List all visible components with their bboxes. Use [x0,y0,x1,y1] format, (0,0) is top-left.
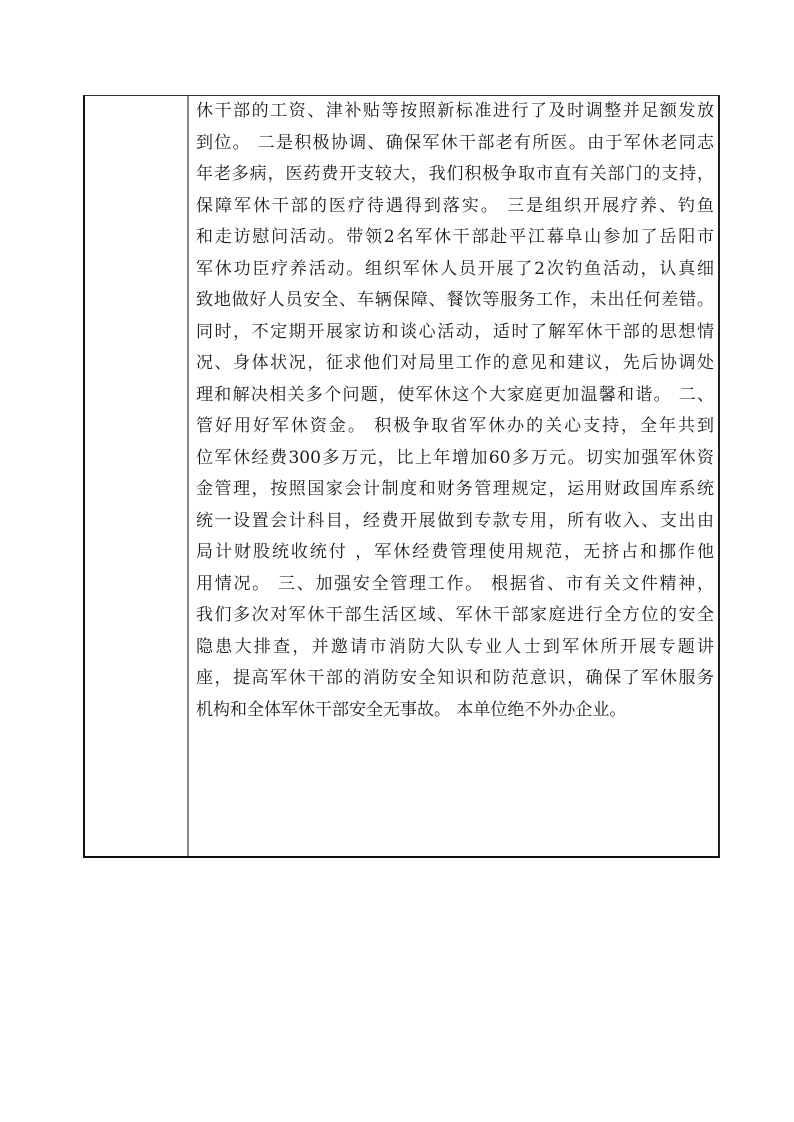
text-line: 隐患大排查，并邀请市消防大队专业人士到军休所开展专题讲 [196,636,714,657]
text-line: 用情况。 三、加强安全管理工作。 根据省、市有关文件精神， [196,573,714,594]
text-line: 和走访慰问活动。带领2名军休干部赴平江幕阜山参加了岳阳市 [196,227,714,247]
text-line: 座，提高军休干部的消防安全知识和防范意识，确保了军休服务 [196,668,714,688]
text-line: 年老多病，医药费开支较大，我们积极争取市直有关部门的支持， [196,164,714,184]
text-line: 局计财股统收统付 ，军休经费管理使用规范，无挤占和挪作他 [196,542,714,562]
text-line: 统一设置会计科目，经费开展做到专款专用，所有收入、支出由 [196,510,714,531]
text-line: 金管理，按照国家会计制度和财务管理规定，运用财政国库系统 [196,479,714,499]
text-line: 保障军休干部的医疗待遇得到落实。 三是组织开展疗养、钓鱼 [196,195,714,216]
text-line: 况、身体状况，征求他们对局里工作的意见和建议，先后协调处 [196,353,714,373]
text-line: 军休功臣疗养活动。组织军休人员开展了2次钓鱼活动，认真细 [196,258,714,279]
text-line: 机构和全体军休干部安全无事故。 本单位绝不外办企业。 [196,699,627,720]
text-line: 我们多次对军休干部生活区域、军休干部家庭进行全方位的安全 [196,605,714,625]
text-line: 致地做好人员安全、车辆保障、餐饮等服务工作，未出任何差错。 [196,290,714,310]
text-line: 同时，不定期开展家访和谈心活动，适时了解军休干部的思想情 [196,321,714,342]
text-line: 到位。 二是积极协调、确保军休干部老有所医。由于军休老同志 [196,132,714,153]
text-line: 休干部的工资、津补贴等按照新标准进行了及时调整并足额发放 [196,101,714,121]
text-line: 理和解决相关多个问题，使军休这个大家庭更加温馨和谐。 二、 [196,384,714,405]
text-line: 管好用好军休资金。 积极争取省军休办的关心支持，全年共到 [196,416,714,436]
table-label-cell [85,96,189,856]
content-table [83,95,720,858]
table-content-cell [196,96,714,726]
text-line: 位军休经费300多万元，比上年增加60多万元。切实加强军休资 [196,447,714,468]
